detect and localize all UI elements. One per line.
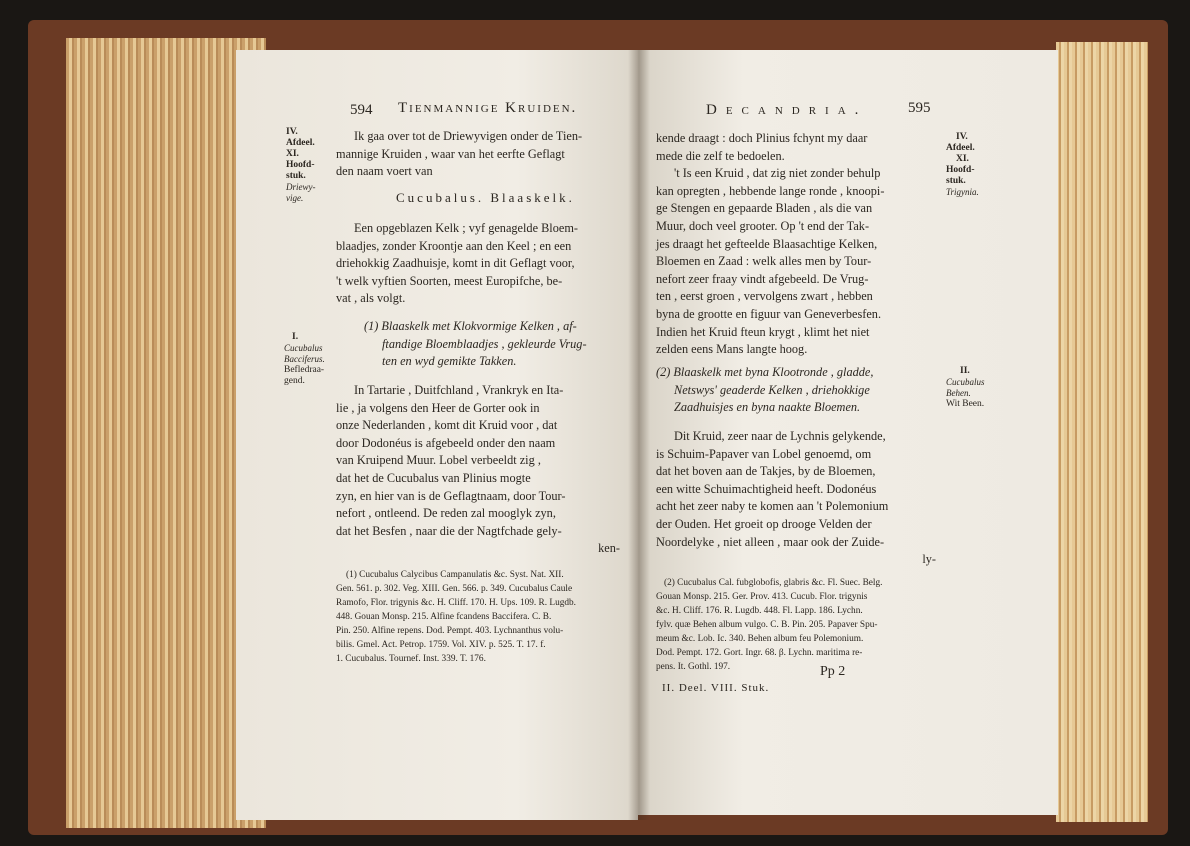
genus-description [336, 220, 626, 308]
right-footnote [656, 576, 956, 674]
margin-line: Cucubalus [946, 377, 985, 387]
text-line: nefort , ontleend. De reden zal mooglyk zyn, [336, 506, 556, 521]
text-line: kende draagt : doch Plinius fchynt my daar [656, 131, 868, 145]
text-line: blaadjes, zonder Kroontje aan den Keel ; en een [336, 238, 572, 253]
right-page-number: 595 [908, 100, 931, 116]
text-line: In Tartarie , Duitfchland , Vrankryk en Ita- [354, 383, 564, 397]
page-edges-right [1056, 42, 1148, 822]
margin-line: Befledraa- [284, 365, 325, 375]
text-line: 't Is een Kruid , dat zig niet zonder behulp [674, 166, 881, 181]
text-line: door Dodonéus is afgebeeld onder den naam [336, 435, 556, 450]
margin-line: XI. [956, 154, 969, 164]
footnote-line: Pin. 250. Alfine repens. Dod. Pempt. 403. Lychnanthus volu- [336, 626, 564, 636]
margin-line: stuk. [946, 176, 966, 186]
left-footnote [336, 568, 628, 666]
margin-line: Hoofd- [946, 165, 975, 175]
text-line: Muur, doch veel grooter. Op 't end der Tak- [656, 218, 870, 233]
margin-line: I. [292, 332, 299, 342]
text-line: byna de grootte en figuur van Geneverbesfen. [656, 306, 882, 321]
text-line: Netswys' geaderde Kelken , driehokkige [674, 382, 870, 397]
margin-line: Bacciferus. [284, 354, 325, 364]
text-line: vat , als volgt. [336, 291, 406, 306]
text-line: ge Stengen en gepaarde Bladen , als die van [656, 201, 873, 216]
text-line: ftandige Bloemblaadjes , gekleurde Vrug- [382, 336, 587, 351]
footnote-line: pens. It. Gothl. 197. [656, 662, 731, 672]
margin-line: stuk. [286, 171, 306, 181]
species-1-heading [364, 318, 626, 371]
margin-line: XI. [286, 149, 299, 159]
text-line: dat het boven aan de Takjes, by de Bloemen, [656, 464, 876, 479]
text-line: zelden eens Mans langte hoog. [656, 342, 808, 357]
text-line: Dit Kruid, zeer naar de Lychnis gelykende, [674, 429, 886, 443]
footnote-line: Dod. Pempt. 172. Gort. Ingr. 68. β. Lychn. maritima re- [656, 648, 863, 658]
genus-title: Cucubalus. Blaaskelk. [396, 190, 575, 205]
right-margin-species [946, 366, 996, 410]
margin-line: Afdeel. [946, 143, 975, 153]
footnote-line: meum &c. Lob. Ic. 340. Behen album feu Polemonium. [656, 634, 864, 644]
footnote-line: (1) Cucubalus Calycibus Campanulatis &c. Syst. Nat. XII. [346, 570, 564, 580]
book-gutter [628, 50, 650, 820]
text-line: dat het Besfen , naar die der Nagtfchade gely- [336, 523, 562, 538]
text-line: nefort zeer fraay vindt afgebeeld. De Vrug- [656, 271, 869, 286]
margin-line: Afdeel. [286, 138, 315, 148]
margin-line: Behen. [946, 388, 971, 398]
text-line: (1) Blaaskelk met Klokvormige Kelken , af- [364, 319, 577, 333]
footnote-line: &c. H. Cliff. 176. R. Lugdb. 448. Fl. Lapp. 186. Lychn. [656, 606, 863, 616]
text-line: kan opregten , hebbende lange ronde , knoopi- [656, 183, 885, 198]
text-line: ten en wyd gemikte Takken. [382, 354, 517, 369]
text-line: ken- [598, 541, 620, 556]
left-margin-top [286, 127, 338, 204]
text-line: ly- [922, 552, 936, 567]
text-line: (2) Blaaskelk met byna Klootronde , gladde, [656, 365, 874, 379]
text-line: is Schuim-Papaver van Lobel genoemd, om [656, 446, 872, 461]
text-line: mannige Kruiden , waar van het eerfte Geflagt [336, 146, 565, 161]
footnote-line: bilis. Gmel. Act. Petrop. 1759. Vol. XIV. p. 525. T. 17. f. [336, 640, 546, 650]
open-book [28, 20, 1168, 835]
text-line: Bloemen en Zaad : welk alles men by Tour- [656, 254, 872, 269]
right-running-head: Decandria. [706, 102, 868, 118]
margin-line: vige. [286, 193, 304, 203]
species-1-description [336, 382, 626, 558]
text-line: ten , eerst groen , vervolgens zwart , hebben [656, 289, 873, 304]
margin-line: Driewy- [286, 182, 316, 192]
species-2-description [656, 428, 946, 569]
margin-line: Cucubalus [284, 343, 323, 353]
text-line: onze Nederlanden , komt dit Kruid voor , dat [336, 418, 558, 433]
margin-line: IV. [956, 132, 968, 142]
species-2-heading [656, 364, 946, 417]
left-running-head: Tienmannige Kruiden. [398, 100, 578, 116]
left-margin-species [284, 332, 338, 387]
footnote-line: 1. Cucubalus. Tournef. Inst. 339. T. 176. [336, 654, 486, 664]
text-line: mede die zelf te bedoelen. [656, 148, 785, 163]
margin-line: II. [960, 366, 970, 376]
volume-line: II. Deel. VIII. Stuk. [662, 682, 770, 694]
footnote-line: Ramofo, Flor. trigynis &c. H. Cliff. 170. H. Ups. 109. R. Lugdb. [336, 598, 576, 608]
text-line: dat het de Cucubalus van Plinius mogte [336, 470, 531, 485]
text-line: der Ouden. Het groeit op drooge Velden der [656, 516, 872, 531]
text-line: jes draagt het gefteelde Blaasachtige Kelken, [656, 236, 878, 251]
footnote-line: fylv. quæ Behen album vulgo. C. B. Pin. 205. Papaver Spu- [656, 620, 878, 630]
left-page-number: 594 [350, 102, 373, 118]
right-continuation [656, 130, 942, 359]
text-line: Een opgeblazen Kelk ; vyf genagelde Bloem- [354, 221, 578, 235]
text-line: driehokkig Zaadhuisje, komt in dit Geflagt voor, [336, 256, 575, 271]
footnote-line: Gouan Monsp. 215. Ger. Prov. 413. Cucub. Flor. trigynis [656, 592, 868, 602]
text-line: den naam voert van [336, 164, 433, 179]
footnote-line: 448. Gouan Monsp. 215. Alfine fcandens Baccifera. C. B. [336, 612, 552, 622]
margin-line: Hoofd- [286, 160, 315, 170]
margin-line: gend. [284, 376, 305, 386]
margin-line: Wit Been. [946, 399, 985, 409]
text-line: Indien het Kruid fteun krygt , klimt het niet [656, 324, 870, 339]
right-margin-top [946, 132, 994, 198]
footnote-line: (2) Cucubalus Cal. fubglobofis, glabris &c. Fl. Suec. Belg. [664, 578, 883, 588]
text-line: van Kruipend Muur. Lobel verbeeldt zig , [336, 453, 541, 468]
text-line: lie , ja volgens den Heer de Gorter ook in [336, 400, 540, 415]
text-line: acht het zeer naby te komen aan 't Polemonium [656, 499, 889, 514]
text-line: Zaadhuisjes en byna naakte Bloemen. [674, 400, 861, 415]
signature-mark: Pp 2 [820, 664, 846, 679]
text-line: 't welk vyftien Soorten, meest Europifche, be- [336, 273, 563, 288]
text-line: Noordelyke , niet alleen , maar ook der Zuide- [656, 534, 885, 549]
text-line: een witte Schuimachtigheid heeft. Dodonéus [656, 481, 877, 496]
text-line: Ik gaa over tot de Driewyvigen onder de Tien- [354, 129, 583, 143]
left-intro [336, 128, 626, 181]
margin-line: IV. [286, 127, 298, 137]
text-line: zyn, en hier van is de Geflagtnaam, door Tour- [336, 488, 566, 503]
footnote-line: Gen. 561. p. 302. Veg. XIII. Gen. 566. p. 349. Cucubalus Caule [336, 584, 573, 594]
margin-line: Trigynia. [946, 187, 979, 197]
